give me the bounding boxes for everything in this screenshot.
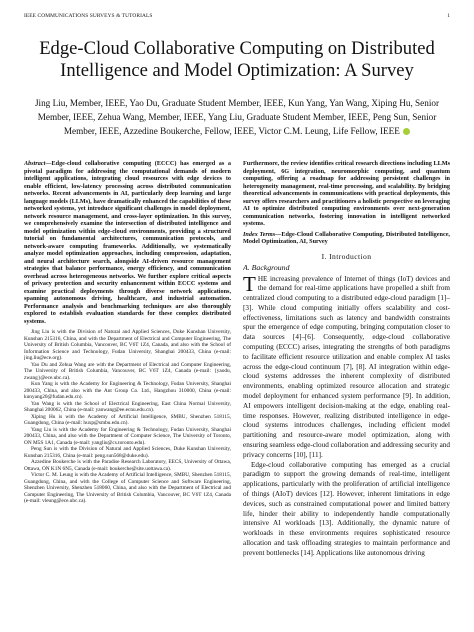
affiliation: Victor C. M. Leung is with the Academy of Artificial Intelligence, SMBU, Shenzhen 518115, Guangdong, China, and with the College of Computer Science and Software Engineering, Shenzhen University, Shenzhen 518060, China, and also with the Department of Electrical and Computer Engineering, The University of British Columbia, Vancouver, BC V6T 1Z4, Canada (e-mail: vleung@ece.ubc.ca). [24,472,231,504]
abstract-label: Abstract [24,160,46,167]
drop-cap: T [243,271,256,296]
affiliation: Azzedine Boukerche is with the Paradise Research Laboratory, EECS, University of Ottawa, Ottawa, ON K1N 6N5, Canada (e-mail: boukerche@site.uottawa.ca). [24,459,231,472]
running-head [24,13,450,19]
page-number: 1 [447,13,450,19]
journal-name: IEEE COMMUNICATIONS SURVEYS & TUTORIALS [24,13,153,19]
index-terms-text: —Edge-Cloud Collaborative Computing, Distributed Intelligence, Model Optimization, AI, Survey [243,230,450,245]
affiliation: Yao Du and Zehua Wang are with the Department of Electrical and Computer Engineering, The University of British Columbia, Vancouver, BC V6T 1Z4, Canada (e-mail: {yaodu, zwang}@ece.ubc.ca). [24,361,231,381]
subsection-heading: A. Background [243,262,290,272]
paper-title: Edge-Cloud Collaborative Computing on Distributed Intelligence and Model Optimization: A Survey [39,38,435,81]
intro-paragraph-2: Edge-cloud collaborative computing has emerged as a crucial paradigm to support the growing demands of real-time, intelligent applications, particularly with the proliferation of artificial intelligence of things (AIoT) devices [12]. However, inherent limitations in edge devices, such as constrained computational power and limited battery life, hinder their ability to independently handle computationally intensive AI workloads [13]. Additionally, the dynamic nature of workloads in these environments requires sophisticated resource allocation and task offloading strategies to maintain performance and prevent bottlenecks [14]. Applications like autonomous driving [243,460,450,557]
right-column [243,160,450,630]
affiliation: Xiping Hu is with the Academy of Artificial Intelligence, SMBU, Shenzhen 518115, Guangdong, China (e-mail: huxp@smbu.edu.cn). [24,413,231,426]
orcid-icon [403,128,410,135]
left-column [24,160,231,610]
abstract-text: —Edge-cloud collaborative computing (ECCC) has emerged as a pivotal paradigm for addressing the computational demands of modern intelligent applications, integrating cloud resources with edge devices to enable efficient, low-latency processing across distributed communication networks. Recent advancements in AI, particularly deep learning and large language models (LLMs), have dramatically enhanced the capabilities of these networked systems, yet introduce significant challenges in model deployment, network resource management, and cross-layer optimization. In this survey, we comprehensively examine the intersection of distributed intelligence and model optimization within edge-cloud environments, providing a structured tutorial on fundamental architectures, communication protocols, and network-aware computing frameworks. Additionally, we systematically analyze model optimization approaches, including compression, adaptation, and neural architecture search, alongside AI-driven resource management strategies that balance performance, energy efficiency, and communication overhead across heterogeneous networks. We further explore critical aspects of privacy protection and security enhancement within ECCC systems and examine practical deployments through diverse network applications, spanning autonomous driving, healthcare, and industrial automation. Performance analysis and benchmarking techniques are also thoroughly explored to establish evaluation standards for these complex distributed systems. [24,160,231,325]
author-names: Jing Liu, Member, IEEE, Yao Du, Graduate Student Member, IEEE, Kun Yang, Yan Wang, Xiping Hu, Senior Member, IEEE, Zehua Wang, Member, IEEE, Yang Liu, Graduate Student Member, IEEE, Peng Sun, Senior Member, IEEE, Azzedine Boukerche, Fellow, IEEE, Victor C.M. Leung, Life Fellow, IEEE [34,98,440,136]
affiliations [24,329,231,505]
index-terms-label: Index Terms [243,230,276,238]
abstract [24,160,231,325]
affiliation: Peng Sun is with the Division of Natural and Applied Sciences, Duke Kunshan University, Kunshan 215316, China (e-mail: peng.sun568@duke.edu). [24,446,231,459]
index-terms [243,231,450,246]
affiliation: Kun Yang is with the Academy for Engineering & Technology, Fudan University, Shanghai 200433, China, and also with the Ant Group Co. Ltd., Hangzhou 310000, China (e-mail: kunyang20@fudan.edu.cn). [24,381,231,400]
abstract-continuation: Furthermore, the review identifies critical research directions including LLMs deployment, 6G integration, neuromorphic computing, and quantum computing, offering a roadmap for addressing persistent challenges in heterogeneity management, real-time processing, and scalability. By bridging theoretical advancements in communications with practical deployments, this survey offers researchers and practitioners a holistic perspective on leveraging AI to optimize distributed computing environments over next-generation communication networks, fostering innovation in intelligent networked systems. [243,160,450,227]
paragraph-text: HE increasing prevalence of Internet of things (IoT) devices and the demand for real-time applications have propelled a shift from centralized cloud computing to a distributed edge-cloud paradigm [1]–[3]. While cloud computing initially offers scalability and cost-effectiveness, limitations such as latency and bandwidth constraints spur the emergence of edge computing, bringing computation closer to data sources [4]–[6]. Consequently, edge-cloud collaborative computing (ECCC) arises, integrating the strengths of both paradigms to facilitate efficient resource utilization and enable complex AI tasks across the edge-cloud continuum [7], [8]. AI integration within edge-cloud systems addresses the inherent complexity of distributed environments, enabling optimized resource allocation and strategic model deployment for enhanced system performance [9]. In addition, AI empowers intelligent decision-making at the edge, enabling real-time responses. However, realizing distributed intelligence in edge-cloud systems introduces challenges, including efficient model partitioning and resource-aware model optimization, along with ensuring seamless edge-cloud collaboration and addressing security and privacy concerns [10], [11]. [243,274,450,459]
intro-paragraph-1 [243,271,450,461]
section-heading: I. Introduction [321,251,372,261]
affiliation: Yan Wang is with the School of Electrical Engineering, East China Normal University, Shanghai 200062, China (e-mail: yanwang@ee.ecnu.edu.cn). [24,400,231,413]
author-list [26,96,448,138]
affiliation: Yang Liu is with the Academy for Engineering & Technology, Fudan University, Shanghai 200433, China, and also with the Department of Computer Science, The University of Toronto, ON M5S 1A1, Canada (e-mail: yangliu@cs.toronto.edu). [24,426,231,446]
affiliation: Jing Liu is with the Division of Natural and Applied Sciences, Duke Kunshan University, Kunshan 215316, China, and with the Department of Electrical and Computer Engineering, The University of British Columbia, Vancouver, BC V6T 1Z4, Canada, and also with the School of Information Science and Technology, Fudan University, Shanghai 200433, China (e-mail: jing.liu@ece.org). [24,329,231,361]
